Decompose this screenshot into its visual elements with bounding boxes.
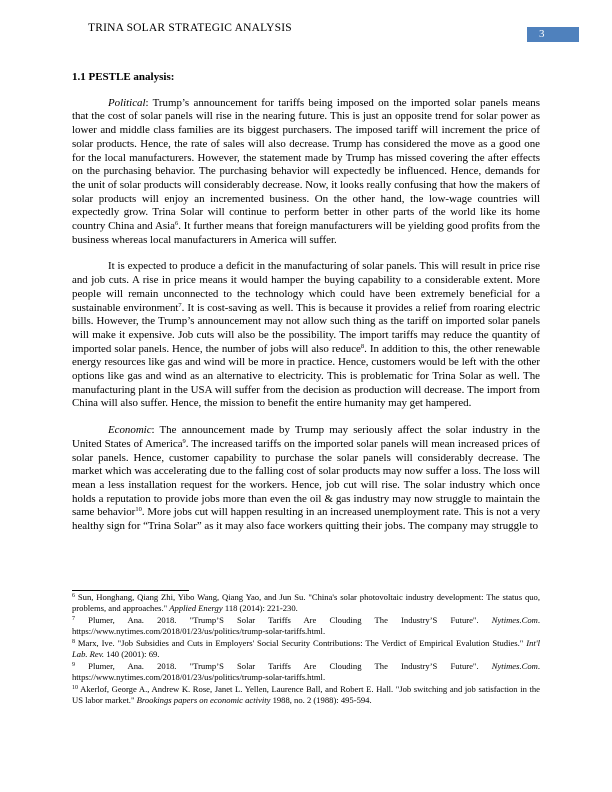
paragraph-political xyxy=(72,97,540,248)
footnote-text: Plumer, Ana. 2018. "Trump’S Solar Tariffs Are Clouding The Industry’S Future". xyxy=(75,614,492,625)
footnote-text: Sun, Honghang, Qiang Zhi, Yibo Wang, Qiang Yao, and Jun Su. "China's solar photovoltaic industry development: The status quo, problems, and approaches." xyxy=(72,592,540,614)
footnote-10 xyxy=(72,684,540,706)
footnote-6 xyxy=(72,592,540,614)
paragraph-text: : The announcement made by Trump may seriously affect the solar industry in the United States of America xyxy=(72,424,540,450)
footnote-source: Nytimes.Com xyxy=(491,614,538,625)
footnote-number: 9 xyxy=(72,661,75,668)
paragraph-text: . It is cost-saving as well. This is because it provides a relief from roaring electric bills. However, the Trump’s announcement may not allow such thing as the tariff on imported solar panels will make it expensive. Job cuts will also be the possibility. The import tariffs may reduce the quantity of imported solar panels. Hence, the number of jobs will also reduce xyxy=(72,301,540,355)
paragraph-label: Economic xyxy=(108,424,152,437)
footnote-text: Akerlof, George A., Andrew K. Rose, Janet L. Yellen, Laurence Ball, and Robert E. Hall. "Job switching and job satisfaction in the US labor market." xyxy=(72,683,540,705)
paragraph-text: . In addition to this, the other renewable energy resources like gas and wind will be more in practice. Hence, customers would be left with the other options like gas and wind as an alternative to electricity. This is problematic for Trina Solar as well. The manufacturing plant in the USA will suffer from the decision as production will decrease. The import from China will also suffer. Hence, the mission to benefit the entire humanity may get hampered. xyxy=(72,342,540,410)
footnote-text: Marx, Ive. "Job Subsidies and Cuts in Employers' Social Security Contributions: The Verdict of Empirical Evalution Studies." xyxy=(75,637,527,648)
footnote-source: Brookings papers on economic activity xyxy=(136,694,271,705)
footnote-ref[interactable]: 7 xyxy=(178,301,182,309)
paragraph-text: . More jobs cut will happen resulting in an increased unemployment rate. This is not a very healthy sign for “Trina Solar” as it may also face workers quitting their jobs. The company may struggle to xyxy=(72,506,541,533)
paragraph-text: It is expected to produce a deficit in the manufacturing of solar panels. This will result in price rise and job cuts. A rise in price means it would hamper the buying capability to a considerable extent. More people will remain unconnected to the technology which could have been extremely beneficial for a sustainable environment xyxy=(72,260,540,314)
footnote-number: 10 xyxy=(72,684,78,691)
paragraph-label: Political xyxy=(108,96,146,109)
paragraph-deficit xyxy=(72,260,540,411)
paragraph-text: . It further means that foreign manufacturers will be yielding good profits from the business whereas local manufacturers in America will suffer. xyxy=(72,220,540,246)
footnote-7 xyxy=(72,615,540,637)
footnote-ref[interactable]: 6 xyxy=(174,220,179,228)
footnote-source: Int'l Lab. Rev. xyxy=(72,637,540,660)
footnote-8 xyxy=(72,638,540,660)
footnote-source: Nytimes.Com xyxy=(491,660,538,671)
footnote-link[interactable]: . https://www.nytimes.com/2018/01/23/us/politics/trump-solar-tariffs.html. xyxy=(72,660,540,682)
footnote-ref[interactable]: 10 xyxy=(135,506,142,514)
paragraph-text: : Trump’s announcement for tariffs being imposed on the imported solar panels means that the cost of solar panels will rise in the nearing future. This is just an opposite trend for solar power as lower and middle class families are its biggest purchasers. The imposed tariff will increment the price of solar products. Hence, the rate of sales will also decrease. Trump has considered the move as a good one for the local manufacturers. However, the statement made by Trump has missed covering the after effects on the purchasing behavior. The purchasing behavior will expectedly be influenced. Hence, demands for the unit of solar products will considerably decrease. Now, it looks really confusing that how the makers of solar products will enjoy an incremented business. On the other hand, the low-wage countries will expectedly grow. Trina Solar will continue to perform better in other parts of the world like its home country China and Asia xyxy=(72,96,540,233)
footnote-link[interactable]: . https://www.nytimes.com/2018/01/23/us/politics/trump-solar-tariffs.html. xyxy=(72,614,540,637)
footnote-number: 8 xyxy=(72,638,75,645)
footnote-separator xyxy=(72,590,189,591)
footnote-ref[interactable]: 9 xyxy=(182,437,186,445)
running-header: TRINA SOLAR STRATEGIC ANALYSIS xyxy=(88,22,292,34)
main-content xyxy=(72,71,540,547)
footnote-text: 1988, no. 2 (1988): 495-594. xyxy=(270,694,372,705)
footnote-9 xyxy=(72,661,540,683)
footnotes xyxy=(72,592,540,707)
paragraph-economic xyxy=(72,424,540,534)
footnote-text: 140 (2001): 69. xyxy=(104,649,160,660)
paragraph-text: . The increased tariffs on the imported solar panels will mean increased prices of solar panels. Hence, customer capability to purchase the solar panels will considerably decrease. The market which was accelerating due to the falling cost of solar products may now suffer a loss. The loss will mean a less installation request for the workers. Hence, job cut will rise. The solar industry which once holds a reputation to provide jobs more than even the oil & gas industry may now struggle to maintain the same behavior xyxy=(72,437,540,519)
footnote-text: 118 (2014): 221-230. xyxy=(222,603,298,614)
section-heading: 1.1 PESTLE analysis: xyxy=(72,71,175,83)
footnote-number: 7 xyxy=(72,615,75,622)
page-number: 3 xyxy=(527,27,579,42)
footnote-number: 6 xyxy=(72,593,75,599)
footnote-ref[interactable]: 8 xyxy=(360,342,365,350)
footnote-text: Plumer, Ana. 2018. "Trump’S Solar Tariffs Are Clouding The Industry’S Future". xyxy=(75,660,492,671)
footnote-source: Applied Energy xyxy=(169,603,223,614)
